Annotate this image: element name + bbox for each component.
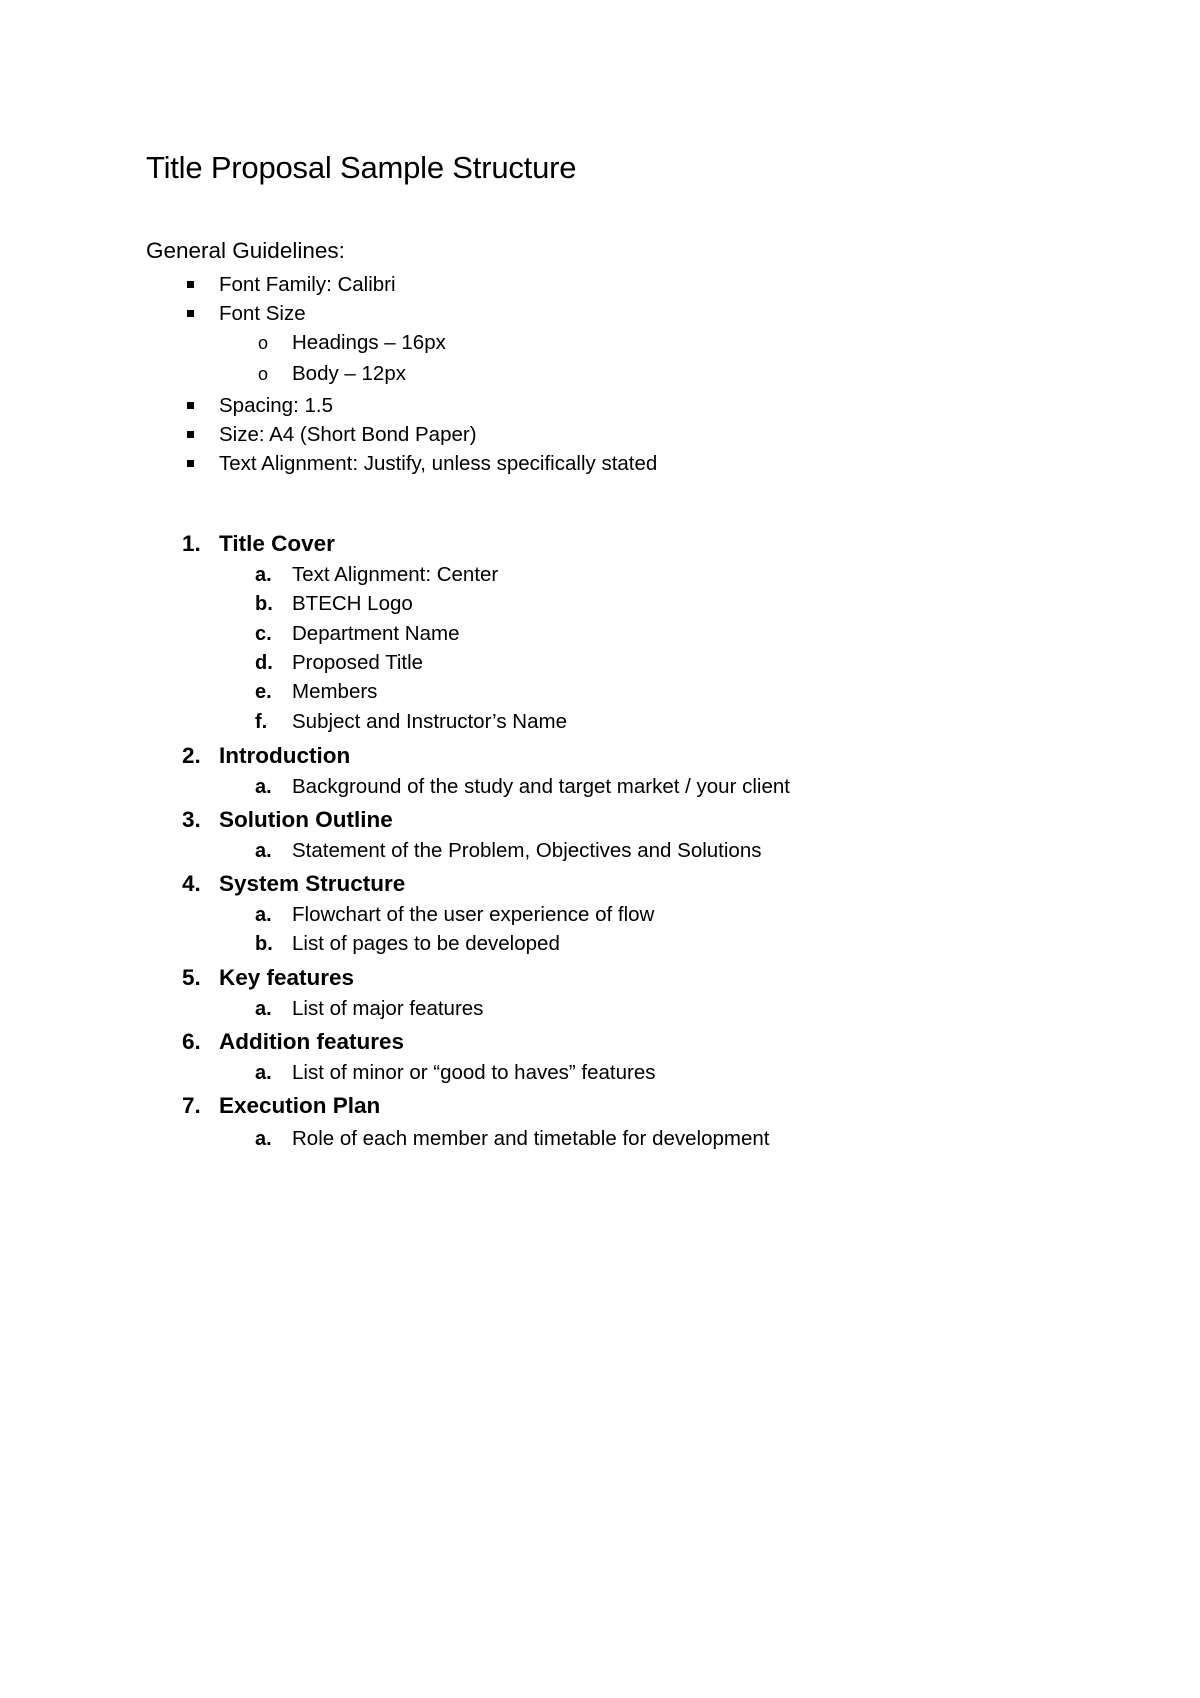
guidelines-heading: General Guidelines: [146,238,345,263]
square-bullet-icon [187,460,194,467]
section-number: 4. [182,871,201,896]
item-letter: b. [255,933,273,955]
guideline-headings-size: Headings – 16px [292,331,446,354]
guideline-spacing: Spacing: 1.5 [219,394,333,417]
guideline-font-size: Font Size [219,302,306,325]
item-letter: a. [255,1062,272,1084]
item-letter: a. [255,840,272,862]
section-number: 5. [182,965,201,990]
item-letter: d. [255,652,273,674]
guideline-paper-size: Size: A4 (Short Bond Paper) [219,423,477,446]
section-item: Role of each member and timetable for development [292,1127,770,1150]
section-item: BTECH Logo [292,592,413,615]
section-item: Text Alignment: Center [292,563,499,586]
item-letter: b. [255,593,273,615]
section-item: Flowchart of the user experience of flow [292,903,655,926]
section-title: System Structure [219,871,406,896]
item-letter: a. [255,1128,272,1150]
item-letter: e. [255,681,272,703]
section-title: Execution Plan [219,1093,381,1118]
square-bullet-icon [187,431,194,438]
section-item: List of major features [292,997,484,1020]
guideline-text-alignment: Text Alignment: Justify, unless specifically stated [219,452,658,475]
document-title: Title Proposal Sample Structure [146,150,577,185]
section-item: Statement of the Problem, Objectives and Solutions [292,839,762,862]
section-number: 2. [182,743,201,768]
guideline-body-size: Body – 12px [292,362,406,385]
section-title: Title Cover [219,531,335,556]
item-letter: a. [255,998,272,1020]
circle-bullet-icon: o [258,364,269,384]
item-letter: c. [255,623,272,645]
section-item: Members [292,680,378,703]
section-title: Introduction [219,743,351,768]
square-bullet-icon [187,281,194,288]
item-letter: a. [255,776,272,798]
section-number: 1. [182,531,201,556]
section-item: List of minor or “good to haves” features [292,1061,656,1084]
square-bullet-icon [187,310,194,317]
item-letter: a. [255,904,272,926]
section-item: Subject and Instructor’s Name [292,710,567,733]
circle-bullet-icon: o [258,333,269,353]
section-title: Addition features [219,1029,405,1054]
section-item: Department Name [292,622,460,645]
item-letter: f. [255,711,268,733]
item-letter: a. [255,564,272,586]
section-title: Solution Outline [219,807,393,832]
section-item: Background of the study and target market / your client [292,775,790,798]
section-title: Key features [219,965,355,990]
section-item: List of pages to be developed [292,932,560,955]
section-number: 7. [182,1093,201,1118]
section-number: 3. [182,807,201,832]
square-bullet-icon [187,402,194,409]
guideline-font-family: Font Family: Calibri [219,273,396,296]
section-item: Proposed Title [292,651,424,674]
section-number: 6. [182,1029,201,1054]
